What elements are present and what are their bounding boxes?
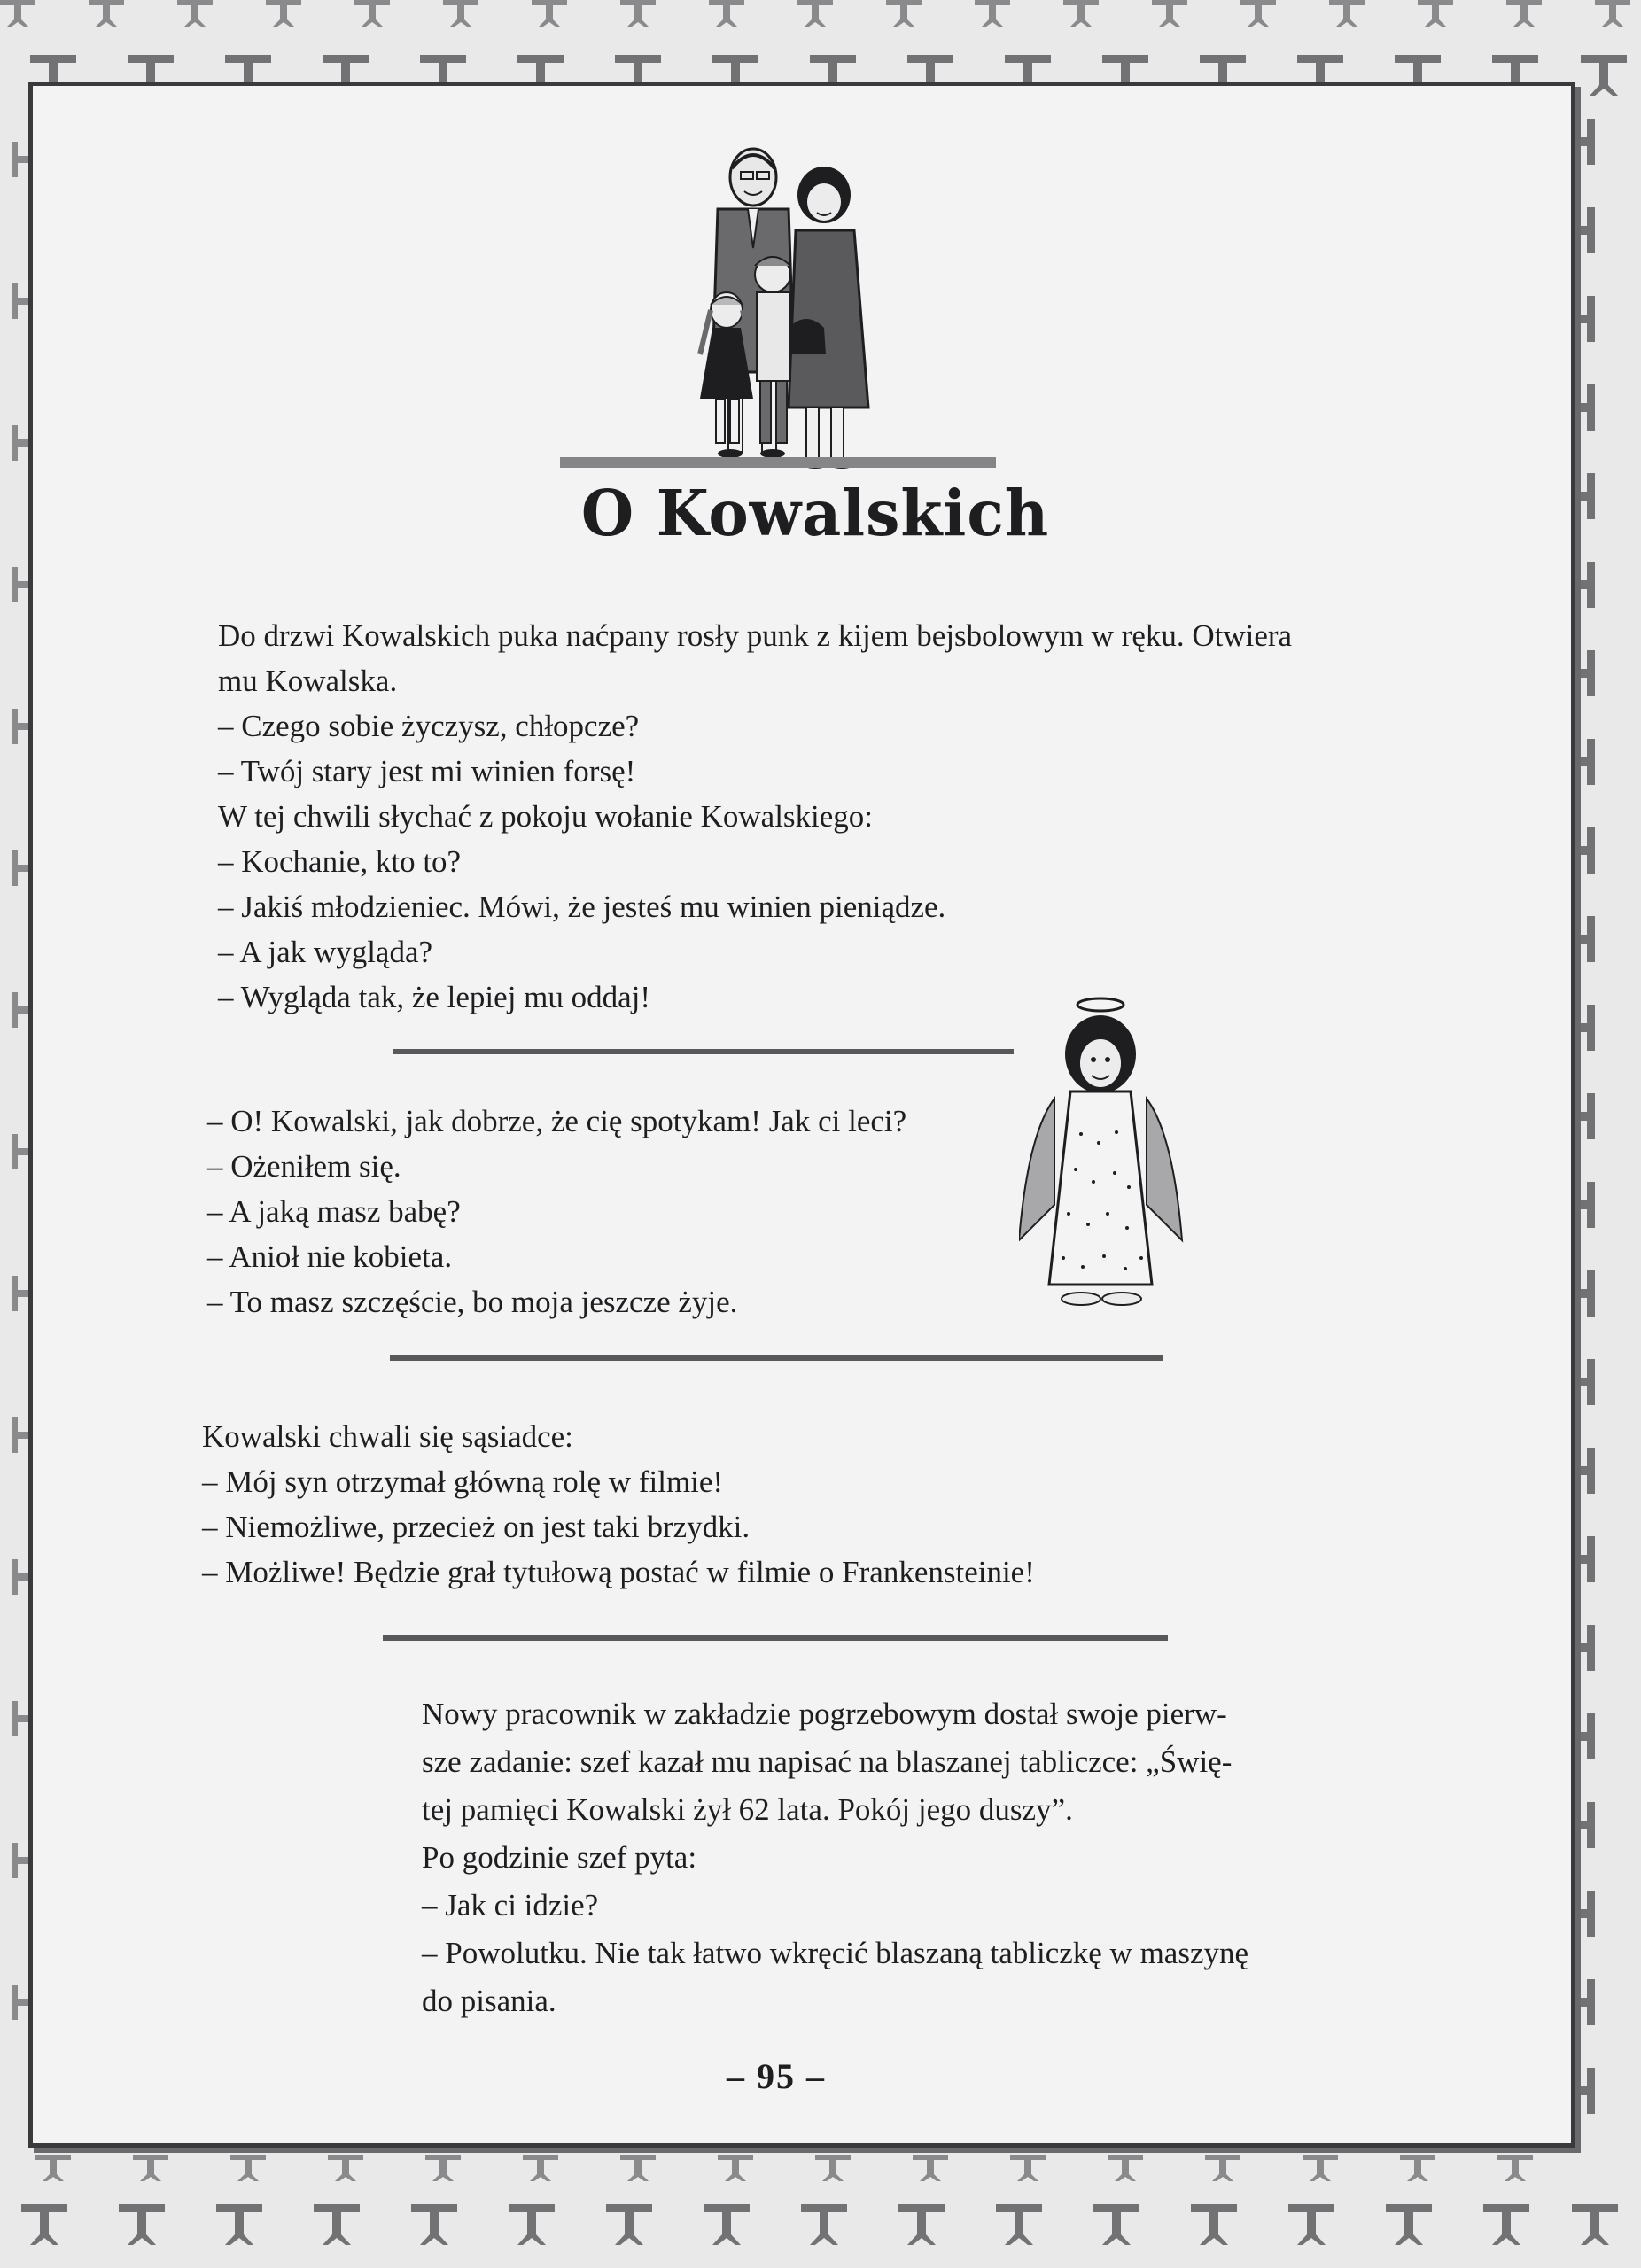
text-line: – A jak wygląda?: [218, 935, 433, 969]
separator-line: [390, 1355, 1163, 1361]
separator-line: [393, 1049, 1014, 1054]
text-line: – Wygląda tak, że lepiej mu oddaj!: [218, 980, 651, 1014]
text-line: tej pamięci Kowalski żył 62 lata. Pokój jego duszy”.: [422, 1792, 1073, 1827]
text-line: Do drzwi Kowalskich puka naćpany rosły punk z kijem bejsbolowym w ręku. Otwiera: [218, 618, 1293, 653]
joke-2: [207, 1099, 906, 1324]
text-line: – Ożeniłem się.: [207, 1149, 401, 1184]
text-line: – Twój stary jest mi winien forsę!: [218, 754, 636, 788]
text-line: – Anioł nie kobieta.: [207, 1239, 453, 1274]
text-line: – Jakiś młodzieniec. Mówi, że jesteś mu winien pieniądze.: [218, 889, 946, 924]
text-line: – O! Kowalski, jak dobrze, że cię spotykam! Jak ci leci?: [207, 1104, 907, 1138]
text-line: – Powolutku. Nie tak łatwo wkręcić blaszaną tabliczkę w maszynę: [422, 1936, 1249, 1970]
page-number: – 95 –: [727, 2056, 826, 2096]
text-line: – Kochanie, kto to?: [218, 844, 462, 879]
joke-3: [202, 1414, 1035, 1595]
joke-4: [422, 1690, 1248, 2025]
text-line: – Jak ci idzie?: [422, 1888, 599, 1922]
angel-illustration: [1019, 992, 1187, 1320]
title-underline: [560, 457, 996, 468]
text-line: Nowy pracownik w zakładzie pogrzebowym dostał swoje pierw-: [422, 1697, 1227, 1731]
joke-1: [218, 613, 1292, 1020]
text-line: – Możliwe! Będzie grał tytułową postać w filmie o Frankensteinie!: [202, 1555, 1035, 1589]
text-line: – Mój syn otrzymał główną rolę w filmie!: [202, 1464, 724, 1499]
text-line: – Niemożliwe, przecież on jest taki brzydki.: [202, 1510, 751, 1544]
separator-line: [383, 1635, 1168, 1641]
text-line: mu Kowalska.: [218, 664, 398, 698]
text-line: Kowalski chwali się sąsiadce:: [202, 1419, 573, 1454]
text-line: – A jaką masz babę?: [207, 1194, 461, 1229]
text-line: sze zadanie: szef kazał mu napisać na blaszanej tabliczce: „Świę-: [422, 1744, 1233, 1779]
family-illustration: [673, 142, 904, 478]
text-line: W tej chwili słychać z pokoju wołanie Kowalskiego:: [218, 799, 874, 834]
text-line: – To masz szczęście, bo moja jeszcze żyje.: [207, 1285, 738, 1319]
text-line: do pisania.: [422, 1984, 556, 2018]
page-title: O Kowalskich: [580, 477, 1050, 551]
text-line: – Czego sobie życzysz, chłopcze?: [218, 709, 640, 743]
text-line: Po godzinie szef pyta:: [422, 1840, 697, 1875]
